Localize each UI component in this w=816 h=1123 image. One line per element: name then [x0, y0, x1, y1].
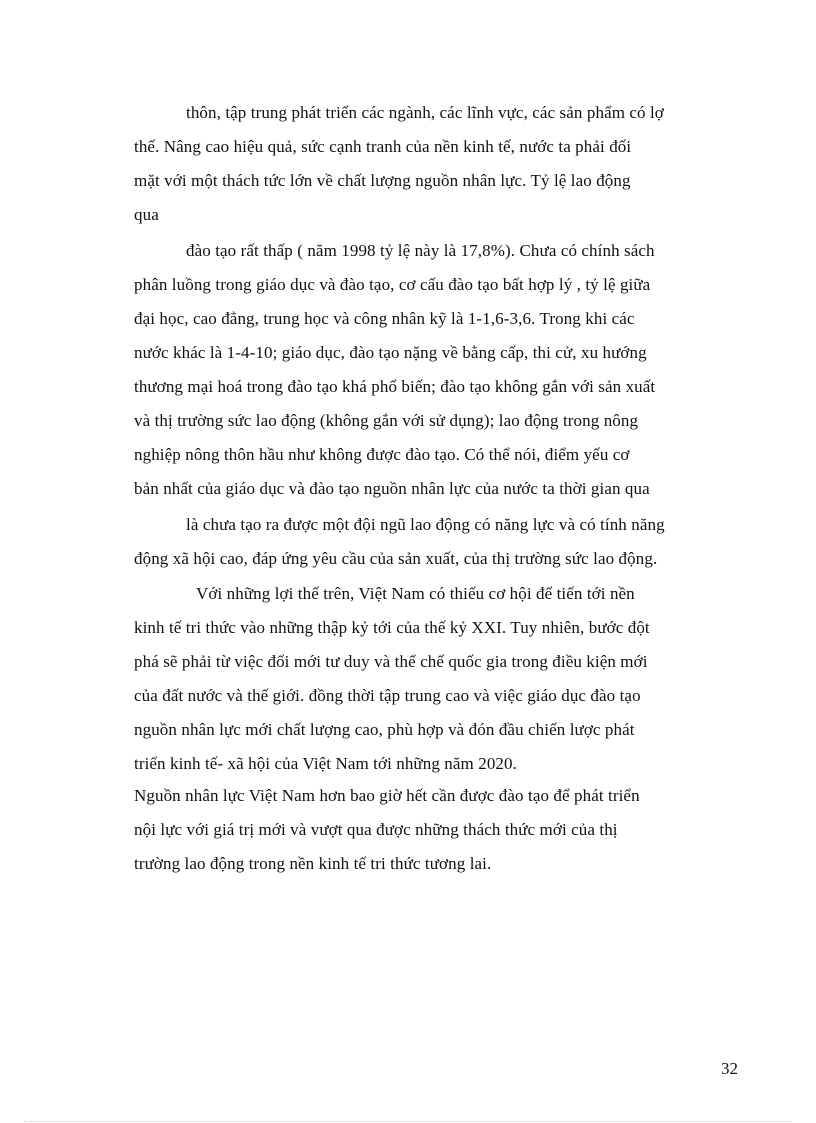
body-text-line: nghiệp nông thôn hầu như không được đào tạo. Có thể nói, điểm yếu cơ	[134, 445, 630, 464]
body-text-line: nội lực với giá trị mới và vượt qua được những thách thức mới của thị	[134, 820, 618, 839]
body-text-line: triển kinh tế- xã hội của Việt Nam tới những năm 2020.	[134, 754, 517, 773]
body-text-line: thế. Nâng cao hiệu quả, sức cạnh tranh của nền kinh tế, nước ta phải đối	[134, 137, 632, 156]
body-text-line: Với những lợi thế trên, Việt Nam có thiếu cơ hội để tiến tới nền	[196, 584, 635, 603]
body-text-line: thương mại hoá trong đào tạo khá phổ biến; đào tạo không gắn với sản xuất	[134, 377, 656, 396]
body-text-line: là chưa tạo ra được một đội ngũ lao động có năng lực và có tính năng	[186, 515, 665, 534]
body-text-line: trường lao động trong nền kinh tế tri thức tương lai.	[134, 854, 492, 873]
body-text-line: bản nhất của giáo dục và đào tạo nguồn nhân lực của nước ta thời gian qua	[134, 479, 650, 498]
body-text-line: phá sẽ phải từ việc đổi mới tư duy và thể chế quốc gia trong điều kiện mới	[134, 652, 648, 671]
body-text-line: Nguồn nhân lực Việt Nam hơn bao giờ hết cần được đào tạo để phát triển	[134, 786, 640, 805]
body-text-line: kinh tế tri thức vào những thập kỷ tới của thế kỷ XXI. Tuy nhiên, bước đột	[134, 618, 650, 637]
page-bottom-divider	[24, 1121, 792, 1122]
body-text-line: nguồn nhân lực mới chất lượng cao, phù hợp và đón đầu chiến lược phát	[134, 720, 635, 739]
body-text-line: phân luồng trong giáo dục và đào tạo, cơ cấu đào tạo bất hợp lý , tỷ lệ giữa	[134, 275, 651, 294]
body-text-line: động xã hội cao, đáp ứng yêu cầu của sản xuất, của thị trường sức lao động.	[134, 549, 658, 568]
body-text-line: của đất nước và thế giới. đồng thời tập trung cao và việc giáo dục đào tạo	[134, 686, 641, 705]
body-text-line: qua	[134, 205, 159, 224]
body-text-line: đại học, cao đẳng, trung học và công nhân kỹ là 1-1,6-3,6. Trong khi các	[134, 309, 635, 328]
body-text-line: và thị trường sức lao động (không gắn với sử dụng); lao động trong nông	[134, 411, 639, 430]
body-text-line: đào tạo rất thấp ( năm 1998 tỷ lệ này là 17,8%). Chưa có chính sách	[186, 241, 655, 260]
page-number: 32	[721, 1059, 738, 1078]
body-text-line: thôn, tập trung phát triển các ngành, các lĩnh vực, các sản phẩm có lợ	[186, 103, 664, 122]
body-text-line: nước khác là 1-4-10; giáo dục, đào tạo nặng về bằng cấp, thi cử, xu hướng	[134, 343, 647, 362]
body-text-line: mặt với một thách tức lớn về chất lượng nguồn nhân lực. Tỷ lệ lao động	[134, 171, 631, 190]
